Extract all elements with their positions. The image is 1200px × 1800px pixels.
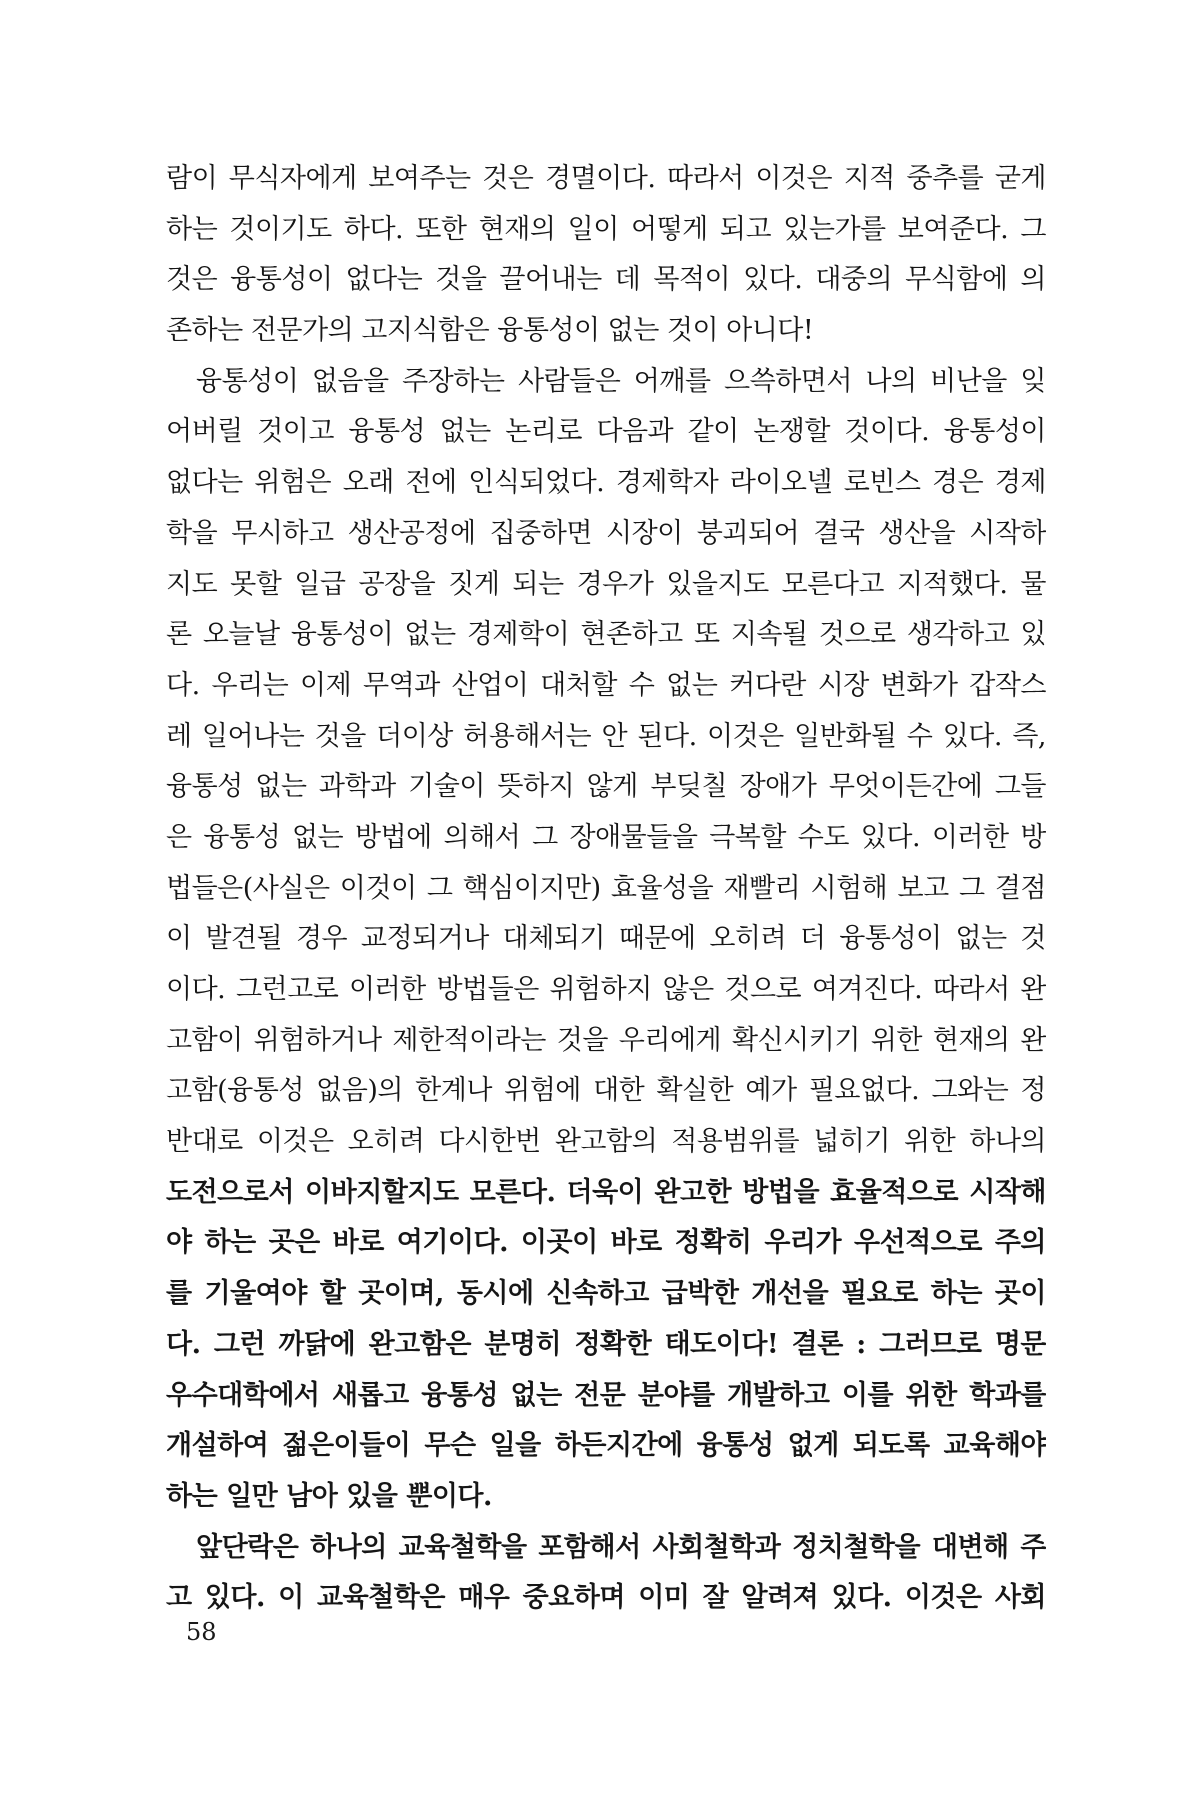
text-line: 도전으로서 이바지할지도 모른다. 더욱이 완고한 방법을 효율적으로 시작해 bbox=[166, 1176, 1046, 1208]
text-line: 융통성이 없음을 주장하는 사람들은 어깨를 으쓱하면서 나의 비난을 잊 bbox=[196, 365, 1046, 397]
text-line: 앞단락은 하나의 교육철학을 포함해서 사회철학과 정치철학을 대변해 주 bbox=[196, 1531, 1046, 1563]
text-line: 야 하는 곳은 바로 여기이다. 이곳이 바로 정확히 우리가 우선적으로 주의 bbox=[166, 1227, 1046, 1259]
text-line: 고함(융통성 없음)의 한계나 위험에 대한 확실한 예가 필요없다. 그와는 정 bbox=[166, 1075, 1046, 1107]
text-line: 이 발견될 경우 교정되거나 대체되기 때문에 오히려 더 융통성이 없는 것 bbox=[166, 923, 1046, 955]
text-line: 람이 무식자에게 보여주는 것은 경멸이다. 따라서 이것은 지적 중추를 굳게 bbox=[166, 163, 1046, 194]
text-line: 레 일어나는 것을 더이상 허용해서는 안 된다. 이것은 일반화될 수 있다. 즉, bbox=[166, 720, 1046, 752]
text-line: 지도 못할 일급 공장을 짓게 되는 경우가 있을지도 모른다고 지적했다. 물 bbox=[166, 568, 1046, 600]
page-number: 58 bbox=[186, 1618, 217, 1646]
text-line: 이다. 그런고로 이러한 방법들은 위험하지 않은 것으로 여겨진다. 따라서 완 bbox=[166, 974, 1046, 1005]
text-line: 존하는 전문가의 고지식함은 융통성이 없는 것이 아니다! bbox=[166, 315, 814, 347]
text-line: 융통성 없는 과학과 기술이 뜻하지 않게 부딪칠 장애가 무엇이든간에 그들 bbox=[166, 771, 1046, 803]
body-text bbox=[166, 154, 1046, 1624]
text-line: 은 융통성 없는 방법에 의해서 그 장애물들을 극복할 수도 있다. 이러한 방 bbox=[166, 821, 1046, 853]
text-line: 법들은(사실은 이것이 그 핵심이지만) 효율성을 재빨리 시험해 보고 그 결점 bbox=[166, 872, 1046, 904]
text-line: 다. 우리는 이제 무역과 산업이 대처할 수 없는 커다란 시장 변화가 갑작스 bbox=[166, 669, 1046, 701]
text-line: 우수대학에서 새롭고 융통성 없는 전문 분야를 개발하고 이를 위한 학과를 bbox=[166, 1379, 1046, 1411]
text-line: 개설하여 젊은이들이 무슨 일을 하든지간에 융통성 없게 되도록 교육해야 bbox=[166, 1430, 1046, 1462]
text-line: 론 오늘날 융통성이 없는 경제학이 현존하고 또 지속될 것으로 생각하고 있 bbox=[166, 619, 1046, 651]
text-line: 고함이 위험하거나 제한적이라는 것을 우리에게 확신시키기 위한 현재의 완 bbox=[166, 1024, 1046, 1056]
text-line: 다. 그런 까닭에 완고함은 분명히 정확한 태도이다! 결론 : 그러므로 명문 bbox=[166, 1328, 1046, 1360]
text-line: 하는 일만 남아 있을 뿐이다. bbox=[166, 1480, 492, 1512]
text-line: 고 있다. 이 교육철학은 매우 중요하며 이미 잘 알려져 있다. 이것은 사회 bbox=[166, 1582, 1046, 1614]
text-line: 하는 것이기도 하다. 또한 현재의 일이 어떻게 되고 있는가를 보여준다. 그 bbox=[166, 213, 1046, 245]
text-line: 반대로 이것은 오히려 다시한번 완고함의 적용범위를 넓히기 위한 하나의 bbox=[166, 1126, 1046, 1158]
text-line: 학을 무시하고 생산공정에 집중하면 시장이 붕괴되어 결국 생산을 시작하 bbox=[166, 517, 1046, 549]
text-line: 없다는 위험은 오래 전에 인식되었다. 경제학자 라이오넬 로빈스 경은 경제 bbox=[166, 467, 1046, 499]
text-line: 어버릴 것이고 융통성 없는 논리로 다음과 같이 논쟁할 것이다. 융통성이 bbox=[166, 416, 1046, 448]
text-line: 를 기울여야 할 곳이며, 동시에 신속하고 급박한 개선을 필요로 하는 곳이 bbox=[166, 1278, 1046, 1310]
text-line: 것은 융통성이 없다는 것을 끌어내는 데 목적이 있다. 대중의 무식함에 의 bbox=[166, 264, 1046, 296]
